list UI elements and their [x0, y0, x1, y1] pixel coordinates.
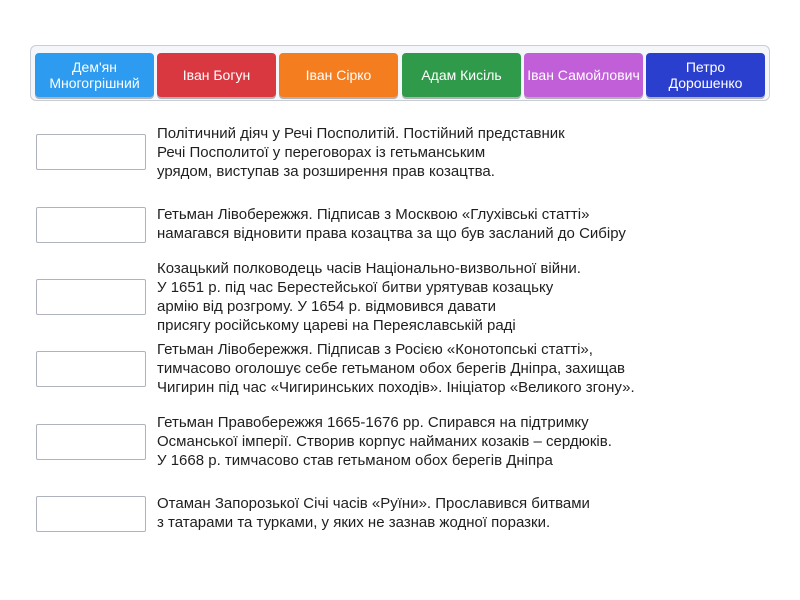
- description-line: армію від розгрому. У 1654 р. відмовився давати: [157, 298, 497, 315]
- description-line: Гетьман Лівобережжя. Підписав з Росією «Конотопські статті»,: [157, 341, 593, 358]
- drop-slot-6[interactable]: [36, 496, 146, 532]
- drop-slot-3[interactable]: [36, 279, 146, 315]
- description-2: [157, 205, 777, 243]
- description-line: присягу російському цареві на Переяславській раді: [157, 317, 516, 334]
- description-4: [157, 340, 777, 397]
- description-line: У 1651 р. під час Берестейської битви урятував козацьку: [157, 279, 554, 296]
- description-3: [157, 259, 777, 335]
- description-line: Гетьман Лівобережжя. Підписав з Москвою «Глухівські статті»: [157, 206, 590, 223]
- drop-slot-2[interactable]: [36, 207, 146, 243]
- description-line: тимчасово оголошує себе гетьманом обох берегів Дніпра, захищав: [157, 360, 626, 377]
- drop-slot-5[interactable]: [36, 424, 146, 460]
- description-5: [157, 413, 777, 470]
- description-line: урядом, виступав за розширення прав козацтва.: [157, 163, 495, 180]
- description-line: Гетьман Правобережжя 1665-1676 рр. Спирався на підтримку: [157, 414, 589, 431]
- description-line: Козацький полководець часів Національно-визвольної війни.: [157, 260, 581, 277]
- answer-tray: [30, 45, 770, 101]
- chip-ivan-bohun[interactable]: Іван Богун: [157, 53, 276, 97]
- chip-adam-kysil[interactable]: Адам Кисіль: [402, 53, 521, 97]
- chip-ivan-sirko[interactable]: Іван Сірко: [279, 53, 398, 97]
- description-line: Чигирин під час «Чигиринських походів». Ініціатор «Великого згону».: [157, 379, 635, 396]
- description-line: У 1668 р. тимчасово став гетьманом обох берегів Дніпра: [157, 452, 553, 469]
- description-6: [157, 494, 777, 532]
- description-line: Османської імперії. Створив корпус найманих козаків – сердюків.: [157, 433, 612, 450]
- description-line: намагався відновити права козацтва за що був засланий до Сибіру: [157, 225, 626, 242]
- description-line: з татарами та турками, у яких не зазнав жодної поразки.: [157, 514, 551, 531]
- description-line: Отаман Запорозької Січі часів «Руїни». Прославився битвами: [157, 495, 590, 512]
- drop-slot-1[interactable]: [36, 134, 146, 170]
- description-line: Речі Посполитої у переговорах із гетьманським: [157, 144, 486, 161]
- description-line: Політичний діяч у Речі Посполитій. Постійний представник: [157, 125, 565, 142]
- drop-slot-4[interactable]: [36, 351, 146, 387]
- chip-demian-mnohohrishnyi[interactable]: Дем'ян Многогрішний: [35, 53, 154, 97]
- description-1: [157, 124, 777, 181]
- chip-ivan-samoilovych[interactable]: Іван Самойлович: [524, 53, 643, 97]
- chip-petro-doroshenko[interactable]: Петро Дорошенко: [646, 53, 765, 97]
